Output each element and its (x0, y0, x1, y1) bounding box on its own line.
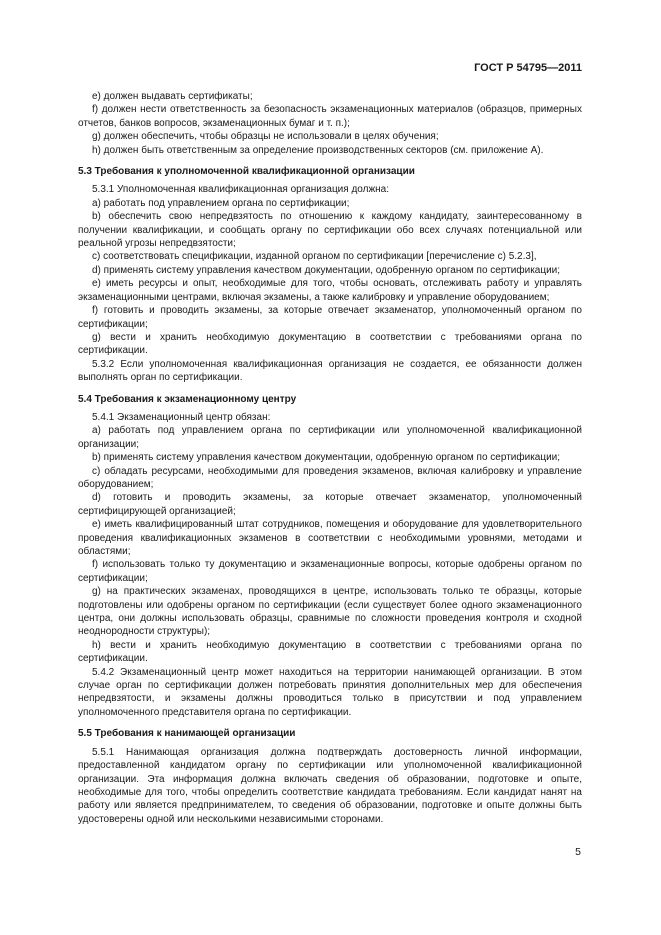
paragraph: с) обладать ресурсами, необходимыми для проведения экзаменов, включая калибровку и управление оборудованием; (78, 465, 582, 490)
paragraph: g) вести и хранить необходимую документацию в соответствии с требованиями органа по сертификации. (78, 331, 582, 357)
paragraph: е) иметь ресурсы и опыт, необходимые для того, чтобы основать, отслеживать работу и управлять экзаменационными центрами, включая экзамены, а также калибровку и управление оборудованием; (78, 278, 582, 303)
paragraph: h) должен быть ответственным за определение производственных секторов (см. приложение А). (92, 144, 544, 156)
paragraph: 5.5.1 Нанимающая организация должна подтверждать достоверность личной информации, предоставленной кандидатом органу по сертификации или уполномоченной квалификационной организации. Эта информация должна включать сведения об образовании, подготовке и опыте, необходимые для того, чтобы определить соответствие кандидата требованиям. Если кандидат нанят на работу или является предпринимателем, то сведения об образовании, подготовке и опыте должны быть удостоверены одной или несколькими независимыми сторонами. (78, 746, 582, 825)
paragraph: b) применять систему управления качеством документации, одобренную органом по сертификации; (92, 452, 561, 464)
page-number: 5 (575, 846, 581, 858)
paragraph: h) вести и хранить необходимую документацию в соответствии с требованиями органа по сертификации. (78, 639, 582, 665)
paragraph: а) работать под управлением органа по сертификации; (92, 197, 350, 209)
paragraph: с) соответствовать спецификации, изданной органом по сертификации [перечисление с) 5.2.3], (92, 251, 537, 263)
paragraph: f) готовить и проводить экзамены, за которые отвечает экзаменатор, уполномоченный органом по сертификации; (78, 305, 582, 330)
paragraph: 5.4.1 Экзаменационный центр обязан: (92, 411, 271, 423)
section-heading: 5.4 Требования к экзаменационному центру (78, 393, 297, 405)
section-5-5 (78, 727, 582, 826)
paragraph: е) должен выдавать сертификаты; (92, 91, 253, 102)
paragraph: d) готовить и проводить экзамены, за которые отвечает экзаменатор, уполномоченный сертифицирующей организацией; (78, 492, 582, 517)
paragraph: е) иметь квалифицированный штат сотрудников, помещения и оборудование для удовлетворительного проведения квалификационных экзаменов в соответствии с необходимыми уровнями, методами и областями; (78, 519, 582, 557)
section-5-3 (78, 165, 582, 385)
paragraph: а) работать под управлением органа по сертификации или уполномоченной квалификационной организации; (78, 425, 582, 450)
paragraph: 5.3.2 Если уполномоченная квалификационная организация не создается, ее обязанности должен выполнять орган по сертификации. (78, 358, 582, 384)
paragraph: d) применять систему управления качеством документации, одобренную органом по сертификации; (92, 264, 561, 276)
document-header: ГОСТ Р 54795—2011 (474, 62, 582, 74)
paragraph: f) должен нести ответственность за безопасность экзаменационных материалов (образцов, примерных отчетов, банков вопросов, экзаменационных бумаг и т. п.); (78, 104, 582, 129)
lead-list (78, 90, 582, 157)
paragraph: 5.3.1 Уполномоченная квалификационная организация должна: (92, 184, 390, 196)
page-body (78, 90, 582, 826)
paragraph: b) обеспечить свою непредвзятость по отношению к каждому кандидату, заинтересованному в получении квалификации, и сообщать органу по сертификации обо всех случаях потенциальной или реальной угрозы непредвзятости; (78, 211, 582, 250)
section-heading: 5.5 Требования к нанимающей организации (78, 728, 296, 740)
paragraph: g) должен обеспечить, чтобы образцы не использовали в целях обучения; (92, 131, 439, 143)
section-5-4 (78, 393, 582, 720)
paragraph: f) использовать только ту документацию и экзаменационные вопросы, которые одобрены органом по сертификации; (78, 559, 582, 584)
section-heading: 5.3 Требования к уполномоченной квалификационной организации (78, 166, 415, 178)
paragraph: g) на практических экзаменах, проводящихся в центре, использовать только те образцы, которые подготовлены или одобрены органом по сертификации (если существует более одного экзаменационного центра, они должны использовать образцы, сравнимые по сложности проведения контроля и сходной неоднородности структуры); (78, 586, 582, 638)
paragraph: 5.4.2 Экзаменационный центр может находиться на территории нанимающей организации. В этом случае орган по сертификации должен потребовать принятия дополнительных мер для обеспечения непредвзятости, и экзамены должны проводиться только в присутствии и под управлением уполномоченного представителя органа по сертификации. (78, 666, 582, 718)
